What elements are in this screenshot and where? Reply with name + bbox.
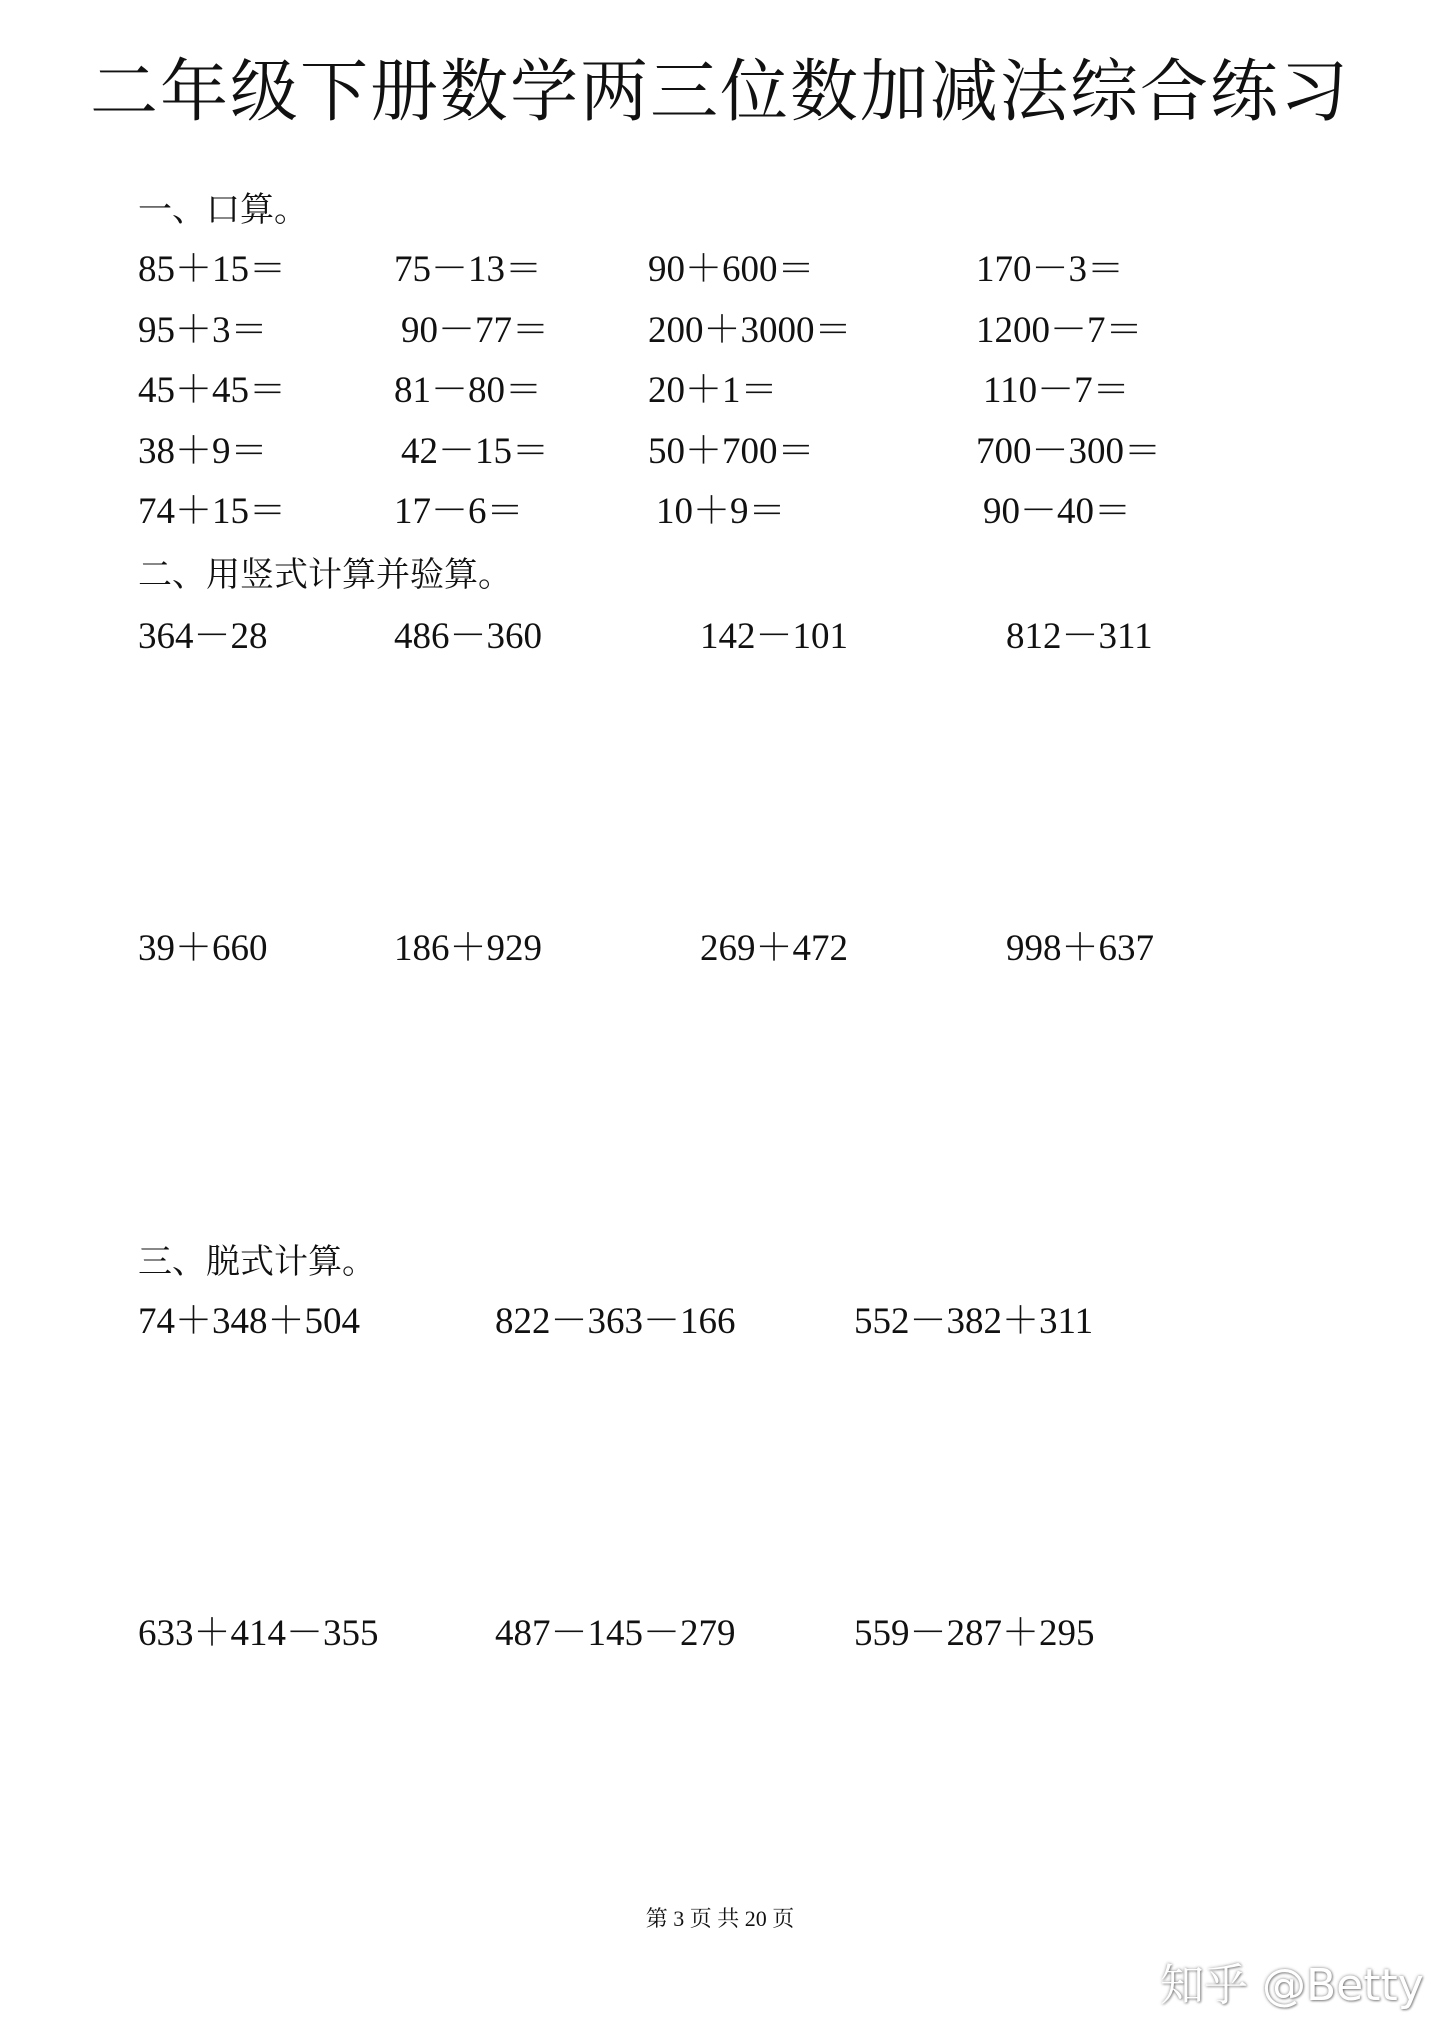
section-heading-vertical: 二、用竖式计算并验算。	[138, 555, 512, 595]
oral-problem: 81－80＝	[394, 370, 542, 411]
oral-problem: 17－6＝	[394, 491, 524, 532]
zhihu-watermark: 知乎 @Betty	[1160, 1960, 1424, 2011]
stepwise-problem: 552－382＋311	[854, 1301, 1094, 1342]
section-heading-stepwise: 三、脱式计算。	[138, 1242, 376, 1282]
vertical-problem: 812－311	[1006, 616, 1153, 657]
oral-problem: 20＋1＝	[648, 370, 778, 411]
stepwise-problem: 487－145－279	[495, 1613, 736, 1654]
oral-problem: 90＋600＝	[648, 249, 815, 290]
vertical-problem: 364－28	[138, 616, 268, 657]
oral-problem: 85＋15＝	[138, 249, 286, 290]
oral-problem: 50＋700＝	[648, 431, 815, 472]
stepwise-problem: 74＋348＋504	[138, 1301, 360, 1342]
oral-problem: 74＋15＝	[138, 491, 286, 532]
vertical-problem: 186＋929	[394, 928, 542, 969]
stepwise-problem: 822－363－166	[495, 1301, 736, 1342]
page-title: 二年级下册数学两三位数加减法综合练习	[89, 53, 1350, 132]
oral-problem: 200＋3000＝	[648, 310, 852, 351]
vertical-problem: 269＋472	[700, 928, 848, 969]
stepwise-problem: 559－287＋295	[854, 1613, 1095, 1654]
oral-problem: 90－77＝	[401, 310, 549, 351]
vertical-problem: 142－101	[700, 616, 848, 657]
page-footer: 第 3 页 共 20 页	[645, 1906, 795, 1931]
vertical-problem: 486－360	[394, 616, 542, 657]
section-heading-oral: 一、口算。	[138, 190, 308, 230]
oral-problem: 45＋45＝	[138, 370, 286, 411]
oral-problem: 90－40＝	[983, 491, 1131, 532]
oral-problem: 75－13＝	[394, 249, 542, 290]
oral-problem: 1200－7＝	[976, 310, 1143, 351]
oral-problem: 95＋3＝	[138, 310, 268, 351]
oral-problem: 700－300＝	[976, 431, 1161, 472]
oral-problem: 170－3＝	[976, 249, 1124, 290]
vertical-problem: 998＋637	[1006, 928, 1154, 969]
oral-problem: 38＋9＝	[138, 431, 268, 472]
oral-problem: 110－7＝	[983, 370, 1130, 411]
stepwise-problem: 633＋414－355	[138, 1613, 379, 1654]
vertical-problem: 39＋660	[138, 928, 268, 969]
oral-problem: 42－15＝	[401, 431, 549, 472]
oral-problem: 10＋9＝	[656, 491, 786, 532]
